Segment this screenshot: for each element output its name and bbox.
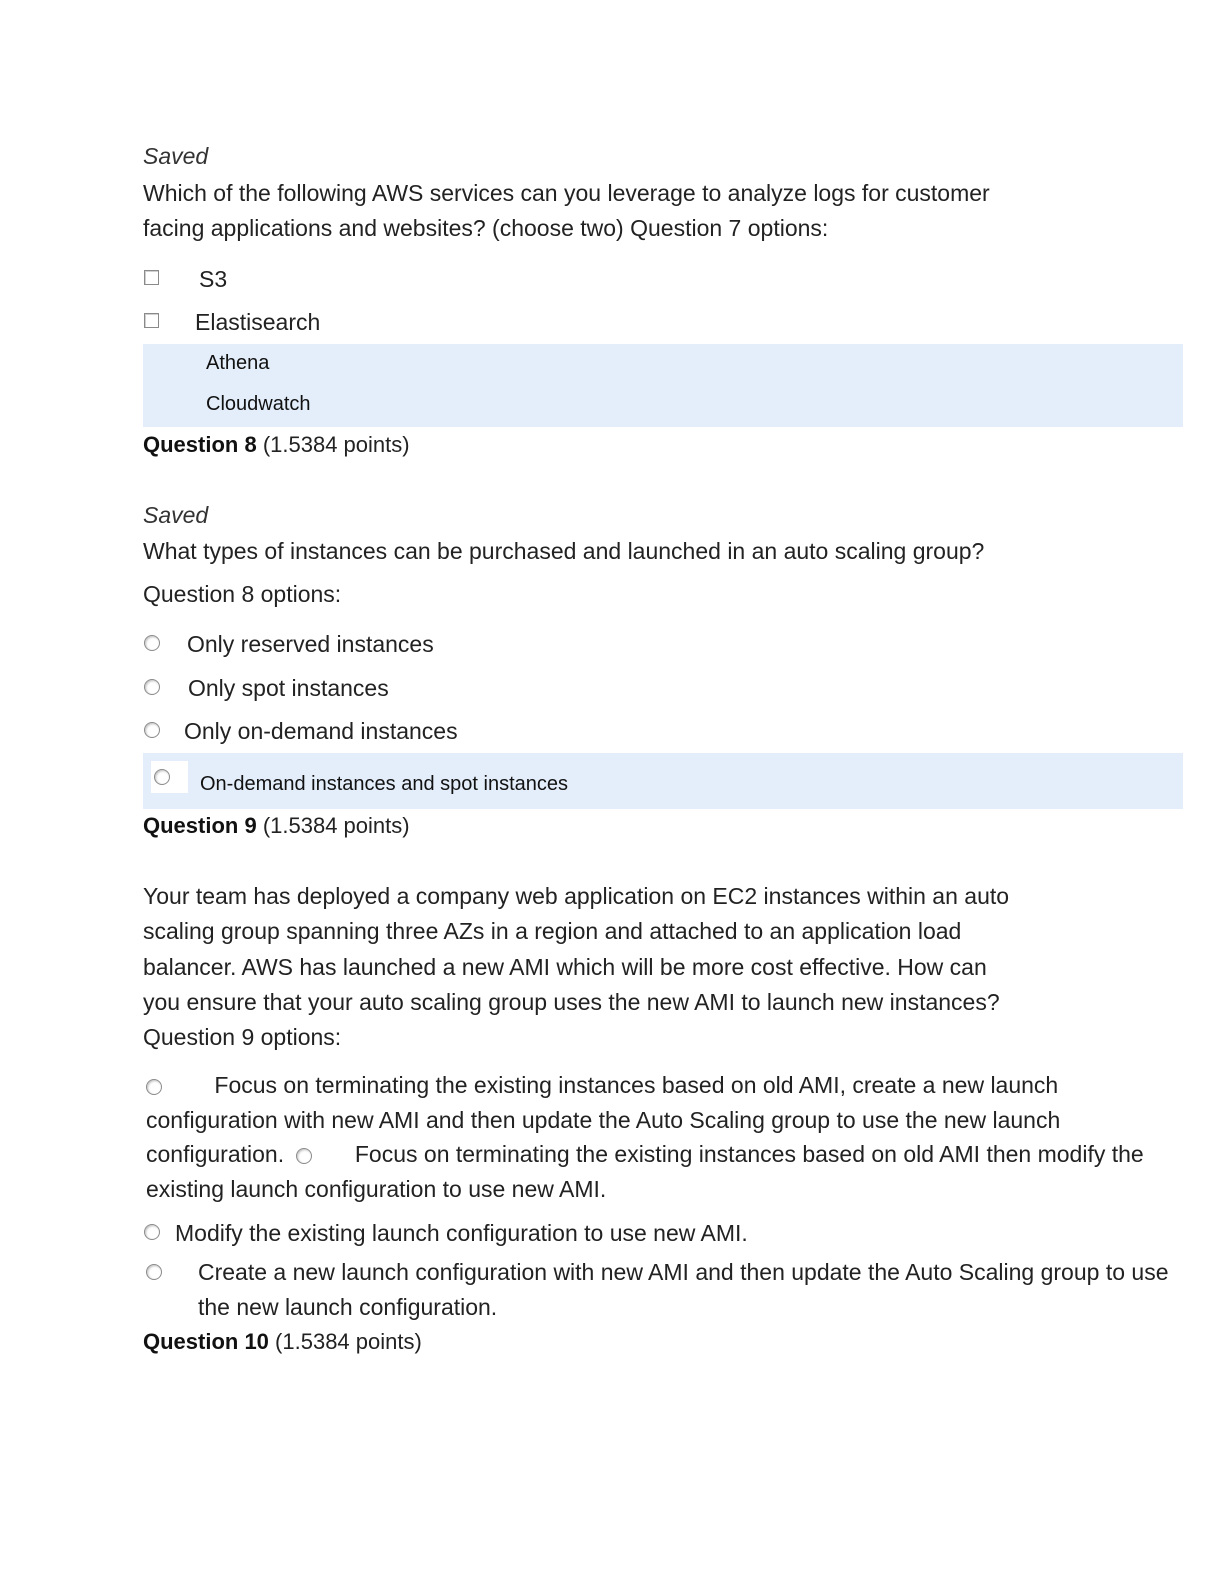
- q8-saved-status: Saved: [143, 502, 209, 528]
- q9-option-c-label: Modify the existing launch configuration to use new AMI.: [175, 1220, 748, 1246]
- q7-option-s3-checkbox[interactable]: [144, 270, 159, 285]
- q10-header-title: Question 10: [143, 1329, 269, 1354]
- q8-option-ondemand-spot-label: On-demand instances and spot instances: [200, 773, 568, 795]
- q7-prompt-line2: facing applications and websites? (choose two) Question 7 options:: [143, 215, 829, 241]
- q9-option-c-radio[interactable]: [144, 1224, 160, 1240]
- q7-saved-status: Saved: [143, 143, 209, 169]
- q8-option-ondemand-spot-radio[interactable]: [154, 769, 170, 785]
- q7-prompt-line1: Which of the following AWS services can you leverage to analyze logs for customer: [143, 180, 990, 206]
- q9-prompt-line: scaling group spanning three AZs in a region and attached to an application load: [143, 918, 962, 945]
- q9-options-label: Question 9 options:: [143, 1024, 342, 1051]
- q9-option-d-radio[interactable]: [146, 1264, 162, 1280]
- q8-prompt: What types of instances can be purchased and launched in an auto scaling group?: [143, 538, 985, 564]
- q7-option-s3-label: S3: [199, 266, 228, 292]
- q8-option-spot-label: Only spot instances: [188, 675, 389, 701]
- q8-option-reserved-radio[interactable]: [144, 635, 160, 651]
- q8-option-spot-radio[interactable]: [144, 679, 160, 695]
- q8-option-ondemand-radio[interactable]: [144, 722, 160, 738]
- q7-option-athena-label[interactable]: Athena: [206, 352, 270, 374]
- q9-option-b-label: Focus on terminating the existing instances based on old AMI then modify the existing launch configuration to use new AMI.: [146, 1141, 1144, 1203]
- q8-options-label: Question 8 options:: [143, 581, 342, 607]
- q9-prompt-line: you ensure that your auto scaling group uses the new AMI to launch new instances?: [143, 988, 1000, 1015]
- q7-option-elastisearch-checkbox[interactable]: [144, 313, 159, 328]
- q10-header-points: (1.5384 points): [275, 1329, 422, 1354]
- q8-option-ondemand-label: Only on-demand instances: [184, 718, 458, 744]
- q9-option-a-label: Focus on terminating the existing instances based on old AMI, create a new launch configuration with new AMI and then update the Auto Scaling group to use the new launch configuration.: [146, 1072, 1061, 1168]
- q7-option-elastisearch-label: Elastisearch: [195, 309, 321, 335]
- q10-header: [143, 1329, 422, 1355]
- q8-header-title: Question 8: [143, 432, 257, 457]
- q7-option-cloudwatch-label[interactable]: Cloudwatch: [206, 393, 311, 415]
- q9-prompt: [143, 879, 1123, 1055]
- q9-header-points: (1.5384 points): [262, 813, 410, 838]
- q9-prompt-line: balancer. AWS has launched a new AMI which will be more cost effective. How can: [143, 953, 987, 980]
- q9-prompt-line: Your team has deployed a company web application on EC2 instances within an auto: [143, 883, 1010, 909]
- q9-options-ab: [146, 1068, 1186, 1207]
- q9-option-d-label: Create a new launch configuration with new AMI and then update the Auto Scaling group to use the new launch configuration.: [198, 1259, 1169, 1320]
- q9-option-a-radio[interactable]: [146, 1079, 162, 1095]
- q8-option-reserved-label: Only reserved instances: [187, 631, 434, 657]
- q9-header: [143, 813, 410, 839]
- q9-header-title: Question 9: [143, 813, 257, 838]
- q8-header-points: (1.5384 points): [262, 432, 410, 457]
- q9-option-b-radio[interactable]: [296, 1148, 312, 1164]
- q8-header: [143, 432, 410, 458]
